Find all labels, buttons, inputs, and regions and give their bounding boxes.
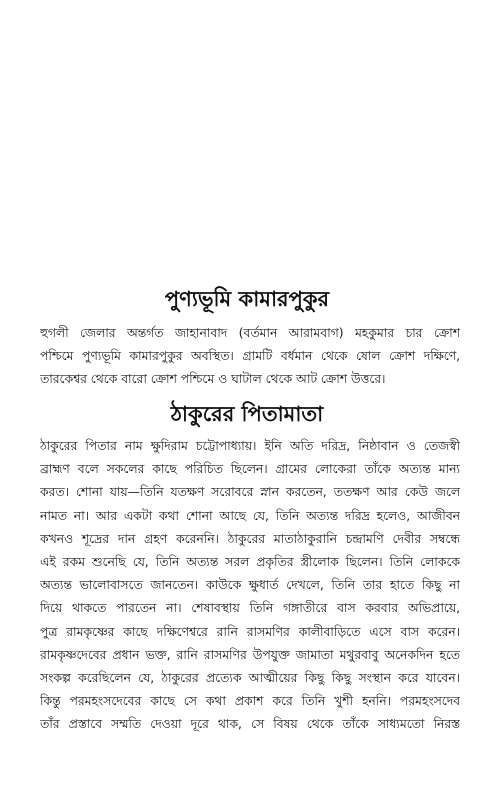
section-title-parents: ঠাকুরের পিতামাতা — [170, 402, 324, 426]
paragraph-kamarpukur — [40, 322, 460, 392]
text-line: অত্যন্ত ভালোবাসতে জানতেন। কাউকে ক্ষুধার্ত দেখলে, তিনি তার হাতে কিছু না — [40, 578, 460, 593]
text-line: সংকল্প করেছিলেন যে, ঠাকুরের প্রত্যেক আত্মীয়ের কিছু কিছু সংস্থান করে যাবেন। — [40, 670, 460, 685]
text-line: রামকৃষ্ণদেবের প্রধান ভক্ত, রানি রাসমণির উপযুক্ত জামাতা মথুরবাবু অনেকদিন হতে — [40, 647, 460, 662]
paragraph-parents — [40, 435, 460, 736]
text-line: এই রকম শুনেছি যে, তিনি অত্যন্ত সরল প্রকৃতির স্ত্রীলোক ছিলেন। তিনি লোককে — [40, 554, 460, 569]
text-line: পুত্র রামকৃষ্ণের কাছে দক্ষিণেশ্বরে রানি রাসমণির কালীবাড়িতে এসে বাস করেন। — [40, 624, 460, 639]
text-line: কখনও শূদ্রের দান গ্রহণ করেননি। ঠাকুরের মাতাঠাকুরানি চন্দ্রামণি দেবীর সম্বন্ধে — [40, 531, 460, 546]
text-line: তাঁর প্রস্তাবে সম্মতি দেওয়া দূরে থাক, সে বিষয় থেকে তাঁকে সাধ্যমতো নিরস্ত — [40, 717, 460, 732]
text-line: করত। শোনা যায়—তিনি যতক্ষণ সরোবরে স্নান করতেন, ততক্ষণ আর কেউ জলে — [40, 485, 460, 500]
text-line: দিয়ে থাকতে পারতেন না। শেষাবস্থায় তিনি গঙ্গাতীরে বাস করবার অভিপ্রায়ে, — [40, 601, 460, 616]
text-line: ব্রাহ্মণ বলে সকলের কাছে পরিচিত ছিলেন। গ্রামের লোকেরা তাঁকে অত্যন্ত মান্য — [40, 462, 460, 477]
text-line: কিন্তু পরমহংসদেবের কাছে সে কথা প্রকাশ করে তিনি খুশী হননি। পরমহংসদেব — [40, 694, 460, 709]
text-line: হুগলী জেলার অন্তর্গত জাহানাবাদ (বর্তমান আরামবাগ) মহকুমার চার ক্রোশ — [40, 326, 460, 340]
text-line: নামত না। আর একটা কথা শোনা আছে যে, তিনি অত্যন্ত দরিদ্র হলেও, আজীবন — [40, 508, 460, 523]
text-line: ঠাকুরের পিতার নাম ক্ষুদিরাম চট্টোপাধ্যায়। ইনি অতি দরিদ্র, নিষ্ঠাবান ও তেজস্বী — [40, 439, 460, 453]
text-line: পশ্চিমে পুণ্যভূমি কামারপুকুর অবস্থিত। গ্রামটি বর্ধমান থেকে ষোল ক্রোশ দক্ষিণে, — [40, 349, 460, 364]
section-title-kamarpukur: পুণ্যভূমি কামারপুকুর — [164, 287, 330, 311]
text-line: তারকেশ্বর থেকে বারো ক্রোশ পশ্চিমে ও ঘাটাল থেকে আট ক্রোশ উত্তরে। — [40, 372, 386, 387]
